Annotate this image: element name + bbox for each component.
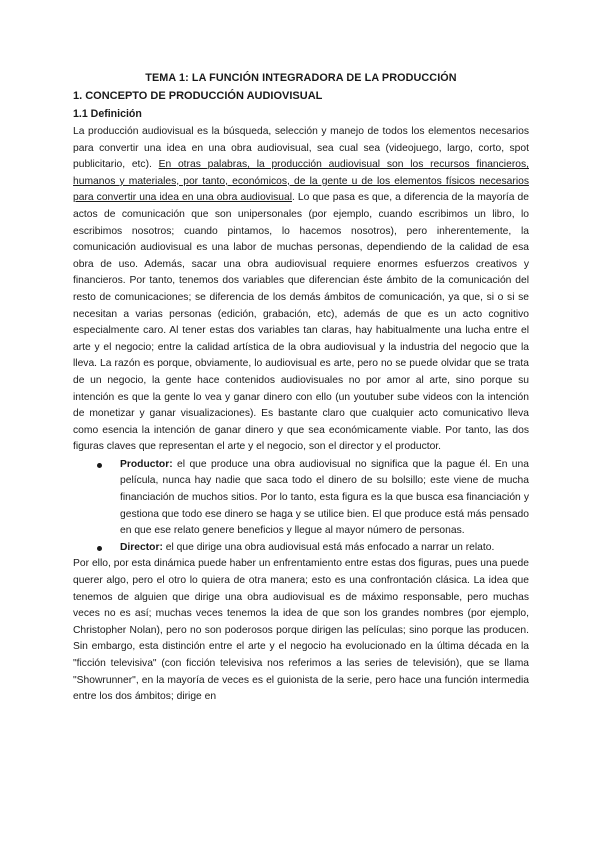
list-item-text: el que produce una obra audiovisual no significa que la pague él. En una película, nunca hay nadie que saca todo el dinero de su bolsillo; este viene de mucha financiación de muchos sitios. Por lo tanto, esta figura es la que busca esa financiación y gestiona que todo ese dinero se haga y se utilice bien. El que produce está más pensado en que ese relato genere beneficios y llegue al mayor número de personas. xyxy=(120,458,529,537)
bullet-icon xyxy=(97,463,102,468)
underlined-definition: En otras palabras, la producción audiovisual son los recursos financieros, humanos y materiales, por tanto, económicos, de la gente u de los elementos físicos necesarios para convertir una idea en una obra audiovisual xyxy=(73,159,529,204)
roles-list xyxy=(73,457,529,557)
subsection-heading: 1.1 Definición xyxy=(73,108,142,120)
list-item-term: Productor: xyxy=(120,458,173,470)
paragraph-definition-intro: La producción audiovisual es la búsqueda, selección y manejo de todos los elementos necesarios para convertir una idea en una obra audiovisual, sea cual sea (videojuego, largo, corto, spot publicitario, etc). xyxy=(73,126,529,171)
list-item-text: el que dirige una obra audiovisual está más enfocado a narrar un relato. xyxy=(162,541,495,553)
paragraph-definition-body: . Lo que pasa es que, a diferencia de la mayoría de actos de comunicación que son unipersonales (por ejemplo, cuando escribimos un libro, lo escribimos nosotros; cuando pintamos, lo hacemos nosotros), pero inherentemente, la comunicación audiovisual es una labor de muchas personas, dependiendo de la calidad de esa obra de uso. Además, sacar una obra audiovisual requiere enormes esfuerzos creativos y financieros. Por tanto, tenemos dos variables que diferencian éste ámbito de la comunicación del resto de comunicaciones; se diferencia de los demás ámbitos de comunicación, ya que, si o si se necesitan a varias personas (edición, grabación, etc), además de que es un acto cognitivo especialmente caro. Al tener estas dos variables tan claras, hay habitualmente una lucha entre el arte y el negocio; entre la calidad artística de la obra audiovisual y la industria del negocio que la lleva. La razón es porque, obviamente, lo audiovisual es arte, pero no se puede olvidar que se trata de un negocio, la gente hace contenidos audiovisuales no por amor al arte, sino porque su intención es que la gente lo vea y ganar dinero con ello (un youtuber sube videos con la intención de monetizar y ganar visualizaciones). Es bastante claro que cualquier acto comunicativo lleva como esencia la intención de ganar dinero y que sea económicamente viable. Por tanto, las dos figuras claves que representan el arte y el negocio, son el director y el productor. xyxy=(73,192,529,453)
paragraph-confrontation: Por ello, por esta dinámica puede haber un enfrentamiento entre estas dos figuras, pues una puede querer algo, pero el otro lo quiera de otra manera; esto es una confrontación clásica. La idea que tenemos de alguien que dirige una obra audiovisual es de máximo responsable, pero muchas veces no es así; muchas veces tenemos la idea de que son los grandes nombres (por ejemplo, Christopher Nolan), pero no son poderosos porque dirigen las películas; sino porque las producen. Sin embargo, esta distinción entre el arte y el negocio ha evolucionado en la última década en la "ficción televisiva" (con ficción televisiva nos referimos a las series de televisión), que se llama "Showrunner", en la mayoría de veces es el guionista de la serie, pero hace una función intermedia entre los dos ámbitos; dirige en xyxy=(73,558,529,703)
document-title: TEMA 1: LA FUNCIÓN INTEGRADORA DE LA PRODUCCIÓN xyxy=(145,72,457,84)
paragraph-definition xyxy=(73,124,529,456)
list-item-term: Director: xyxy=(120,541,163,553)
list-item-productor xyxy=(107,457,529,540)
bullet-icon xyxy=(97,546,102,551)
section-heading: 1. CONCEPTO DE PRODUCCIÓN AUDIOVISUAL xyxy=(73,90,323,102)
list-item-director xyxy=(107,540,529,557)
document-page xyxy=(73,70,529,706)
